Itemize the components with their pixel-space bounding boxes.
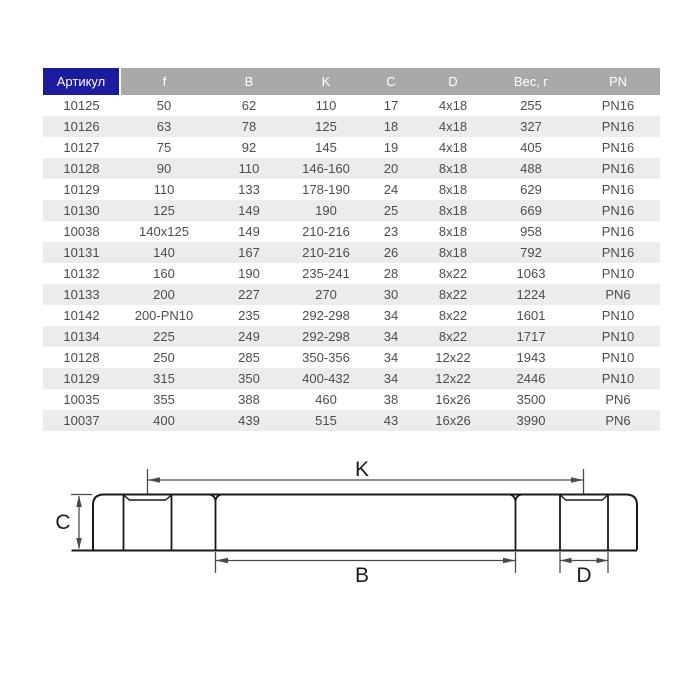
table-cell: 8x22 <box>420 326 486 347</box>
table-cell: 10128 <box>43 158 120 179</box>
table-cell: 190 <box>290 200 362 221</box>
table-cell: 388 <box>238 392 260 407</box>
table-cell: 26 <box>362 242 420 263</box>
table-cell: 145 <box>315 140 337 155</box>
table-cell: 8x18 <box>438 182 468 197</box>
col-header-d: D <box>420 68 486 95</box>
table-cell: 488 <box>486 158 576 179</box>
arrowhead-left <box>148 477 161 483</box>
col-header-artikul: Артикул <box>43 68 120 95</box>
table-cell: 10142 <box>63 308 100 323</box>
arrowhead-down <box>76 538 82 550</box>
table-cell: PN16 <box>601 182 635 197</box>
table-cell: 200 <box>120 284 208 305</box>
table-cell: PN16 <box>576 158 660 179</box>
table-cell: PN10 <box>576 326 660 347</box>
arrowhead-left <box>216 558 229 564</box>
table-cell: 8x18 <box>420 242 486 263</box>
table-cell: 10127 <box>63 140 100 155</box>
col-header-pn: PN <box>576 68 660 95</box>
table-cell: 43 <box>362 410 420 431</box>
table-cell: 34 <box>362 326 420 347</box>
table-cell: PN16 <box>601 140 635 155</box>
dimension-label-k: K <box>354 458 370 481</box>
col-header-f: f <box>120 68 208 95</box>
table-cell: 18 <box>362 116 420 137</box>
arrowhead-right <box>571 477 584 483</box>
table-cell: 19 <box>383 140 399 155</box>
table-cell: 315 <box>120 368 208 389</box>
table-cell: 23 <box>383 224 399 239</box>
bolt-hole-left-chamfer <box>124 496 171 501</box>
table-cell: PN10 <box>576 368 660 389</box>
table-cell: 110 <box>315 98 337 113</box>
table-cell: 958 <box>520 224 542 239</box>
table-cell: 10129 <box>63 182 100 197</box>
table-cell: 8x18 <box>438 224 468 239</box>
table-cell: 12x22 <box>420 368 486 389</box>
table-cell: PN6 <box>605 392 631 407</box>
table-cell: 3990 <box>486 410 576 431</box>
table-cell: 4x18 <box>438 140 468 155</box>
table-cell: 235 <box>238 308 260 323</box>
table-cell: 110 <box>153 182 175 197</box>
table-cell: 10128 <box>63 350 100 365</box>
table-cell: 10126 <box>43 116 120 137</box>
table-cell: 160 <box>153 266 175 281</box>
table-cell: 10133 <box>43 284 120 305</box>
table-cell: PN6 <box>576 284 660 305</box>
table-cell: 125 <box>290 116 362 137</box>
table-cell: 140 <box>120 242 208 263</box>
arrowhead-right <box>597 558 609 564</box>
table-cell: 92 <box>241 140 257 155</box>
dimension-label-b: B <box>354 564 370 587</box>
table-cell: 190 <box>238 266 260 281</box>
table-cell: 792 <box>486 242 576 263</box>
table-cell: 10125 <box>63 98 100 113</box>
table-cell: 8x18 <box>420 158 486 179</box>
table-cell: 405 <box>520 140 542 155</box>
table-cell: PN16 <box>576 242 660 263</box>
col-header-weight: Вес, г <box>486 68 576 95</box>
table-cell: 460 <box>315 392 337 407</box>
table-cell: 235-241 <box>302 266 350 281</box>
table-cell: 63 <box>120 116 208 137</box>
table-cell: 8x22 <box>438 266 468 281</box>
table-cell: 125 <box>120 200 208 221</box>
table-cell: 4x18 <box>438 98 468 113</box>
table-cell: 400-432 <box>290 368 362 389</box>
table-cell: 285 <box>238 350 260 365</box>
table-cell: 133 <box>238 182 260 197</box>
table-cell: PN16 <box>601 98 635 113</box>
table-cell: 200-PN10 <box>134 308 194 323</box>
table-cell: 34 <box>362 368 420 389</box>
table-cell: 25 <box>362 200 420 221</box>
table-cell: 10130 <box>43 200 120 221</box>
table-cell: 90 <box>120 158 208 179</box>
table-cell: 30 <box>362 284 420 305</box>
table-cell: PN16 <box>576 200 660 221</box>
table-cell: 1943 <box>516 350 546 365</box>
table-cell: 110 <box>208 158 290 179</box>
col-header-b: B <box>208 68 290 95</box>
table-cell: 10131 <box>43 242 120 263</box>
table-cell: 629 <box>520 182 542 197</box>
dimension-label-d: D <box>576 564 592 587</box>
table-cell: 327 <box>486 116 576 137</box>
table-cell: 1063 <box>516 266 546 281</box>
col-header-c: C <box>362 68 420 95</box>
table-cell: PN10 <box>601 350 635 365</box>
bolt-hole-right-chamfer <box>561 496 608 501</box>
table-cell: PN10 <box>601 308 635 323</box>
col-header-k: K <box>290 68 362 95</box>
table-cell: 50 <box>156 98 172 113</box>
table-cell: 292-298 <box>290 326 362 347</box>
table-cell: 34 <box>383 350 399 365</box>
table-cell: 75 <box>156 140 172 155</box>
table-cell: 355 <box>153 392 175 407</box>
table-cell: 20 <box>362 158 420 179</box>
table-cell: 350 <box>208 368 290 389</box>
arrowhead-up <box>76 496 82 508</box>
table-cell: 3500 <box>516 392 546 407</box>
table-cell: 210-216 <box>302 224 350 239</box>
table-cell: 178-190 <box>302 182 350 197</box>
table-cell: 439 <box>208 410 290 431</box>
table-cell: 16x26 <box>435 392 471 407</box>
arrowhead-right <box>503 558 516 564</box>
table-cell: 400 <box>120 410 208 431</box>
table-cell: PN6 <box>576 410 660 431</box>
table-cell: 227 <box>208 284 290 305</box>
table-cell: 4x18 <box>420 116 486 137</box>
table-cell: PN16 <box>601 224 635 239</box>
bore-edge-right <box>509 495 522 551</box>
flange-outline <box>93 495 637 551</box>
table-cell: 1717 <box>486 326 576 347</box>
table-cell: 210-216 <box>290 242 362 263</box>
table-cell: 350-356 <box>302 350 350 365</box>
table-cell: 250 <box>153 350 175 365</box>
table-cell: 149 <box>238 224 260 239</box>
table-cell: 1601 <box>516 308 546 323</box>
table-cell: 2446 <box>486 368 576 389</box>
table-cell: 78 <box>208 116 290 137</box>
table-cell: 1224 <box>486 284 576 305</box>
table-cell: 10132 <box>63 266 100 281</box>
table-cell: PN16 <box>576 116 660 137</box>
table-cell: 249 <box>208 326 290 347</box>
arrowhead-left <box>560 558 572 564</box>
table-cell: 34 <box>383 308 399 323</box>
table-cell: 8x22 <box>438 308 468 323</box>
table-cell: 146-160 <box>290 158 362 179</box>
dimension-c <box>71 495 92 550</box>
table-cell: 10129 <box>43 368 120 389</box>
table-cell: 255 <box>520 98 542 113</box>
table-cell: 167 <box>208 242 290 263</box>
table-cell: 8x22 <box>420 284 486 305</box>
table-cell: 10035 <box>63 392 100 407</box>
table-cell: 62 <box>241 98 257 113</box>
table-cell: 12x22 <box>435 350 471 365</box>
table-cell: 10037 <box>43 410 120 431</box>
table-cell: 10134 <box>43 326 120 347</box>
table-cell: 10038 <box>63 224 100 239</box>
table-cell: 38 <box>383 392 399 407</box>
dimension-label-c: C <box>55 511 71 534</box>
table-cell: 17 <box>383 98 399 113</box>
bore-edge-left <box>209 495 222 551</box>
table-cell: 16x26 <box>420 410 486 431</box>
table-cell: 292-298 <box>302 308 350 323</box>
table-cell: 225 <box>120 326 208 347</box>
table-cell: 140x125 <box>139 224 189 239</box>
table-cell: 515 <box>290 410 362 431</box>
table-cell: 669 <box>486 200 576 221</box>
table-cell: 270 <box>290 284 362 305</box>
table-cell: PN10 <box>601 266 635 281</box>
table-cell: 24 <box>383 182 399 197</box>
table-cell: 28 <box>383 266 399 281</box>
table-cell: 149 <box>208 200 290 221</box>
table-cell: 8x18 <box>420 200 486 221</box>
